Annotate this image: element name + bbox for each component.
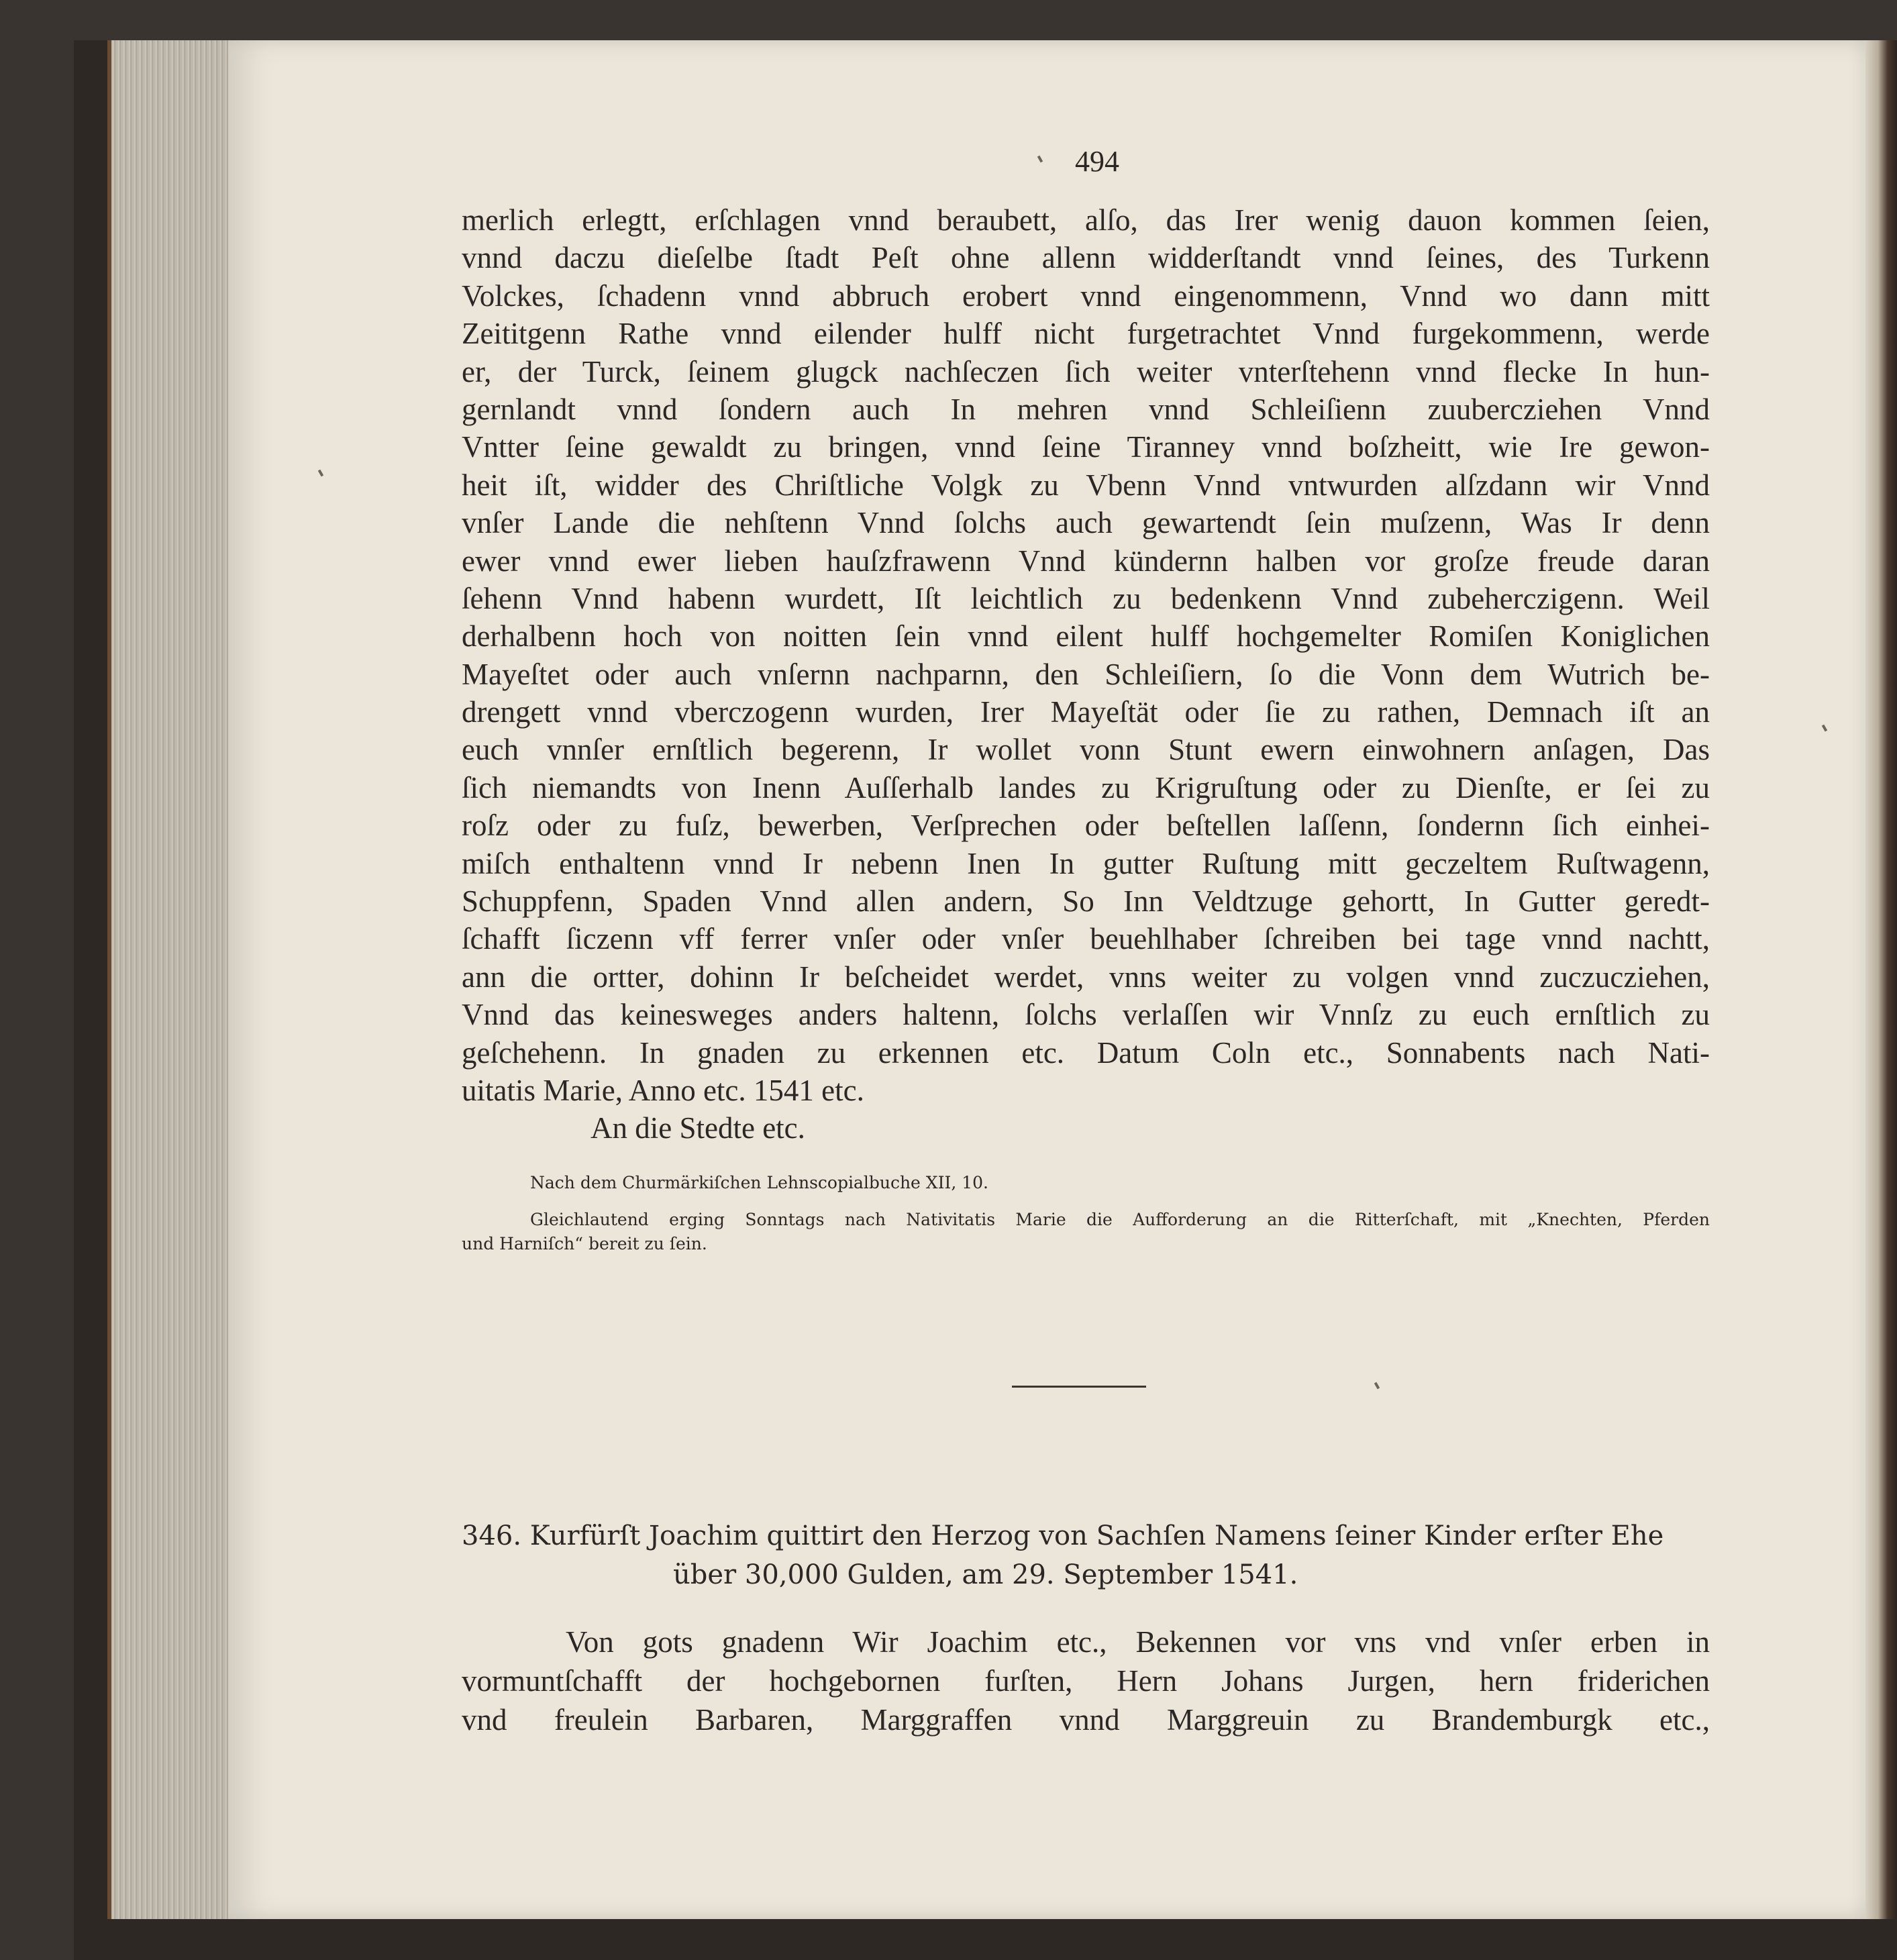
source-note: Nach dem Churmärkiſchen Lehnscopialbuche XII, 10.: [530, 1173, 988, 1192]
text-line: heit iſt, widder des Chriſtliche Volgk zu Vbenn Vnnd vntwurden alſzdann wir Vnnd: [462, 468, 1710, 502]
text-line: derhalbenn hoch von noitten ſein vnnd eilent hulff hochgemelter Romiſen Koniglichen: [462, 619, 1710, 654]
text-line: Mayeſtet oder auch vnſernn nachparnn, den Schleiſiern, ſo die Vonn dem Wutrich be-: [462, 657, 1710, 691]
text-line: Volckes, ſchadenn vnnd abbruch erobert vnnd eingenommenn, Vnnd wo dann mitt: [462, 278, 1710, 313]
text-line: geſchehenn. In gnaden zu erkennen etc. Datum Coln etc., Sonnabents nach Nati-: [462, 1035, 1710, 1070]
text-line: roſz oder zu fuſz, bewerben, Verſprechen oder beſtellen laſſenn, ſondernn ſich einhei-: [462, 809, 1710, 843]
text-line: vormuntſchafft der hochgebornen furſten, Hern Johans Jurgen, hern friderichen: [462, 1664, 1710, 1698]
text-line: uitatis Marie, Anno etc. 1541 etc.: [462, 1073, 864, 1107]
address-line: An die Stedte etc.: [591, 1111, 805, 1145]
text-line: drengett vnnd vberczogenn wurden, Irer Mayeſtät oder ſie zu rathen, Demnach iſt an: [462, 695, 1710, 729]
document-body: [462, 1622, 1710, 1739]
text-line: merlich erlegtt, erſchlagen vnnd beraubett, alſo, das Irer wenig dauon kommen ſeien,: [462, 203, 1710, 237]
text-line: ann die ortter, dohinn Ir beſcheidet werdet, vnns weiter zu volgen vnnd zuczucziehen,: [462, 960, 1710, 994]
text-line: Zeititgenn Rathe vnnd eilender hulff nicht furgetrachtet Vnnd furgekommenn, werde: [462, 317, 1710, 351]
text-line: Vnnd das keinesweges anders haltenn, ſolchs verlaſſen wir Vnnſz zu euch ernſtlich zu: [462, 998, 1710, 1032]
letter-text: [462, 201, 1710, 1147]
text-line: Vntter ſeine gewaldt zu bringen, vnnd ſeine Tiranney vnnd boſzheitt, wie Ire gewon-: [462, 430, 1710, 464]
text-line: euch vnnſer ernſtlich begerenn, Ir wollet vonn Stunt ewern einwohnern anſagen, Das: [462, 733, 1710, 767]
page-number: 494: [1075, 145, 1119, 178]
footnote-line: und Harniſch“ bereit zu ſein.: [462, 1234, 707, 1253]
text-line: Von gots gnadenn Wir Joachim etc., Bekennen vor vns vnd vnſer erben in: [566, 1625, 1710, 1659]
footnote: [462, 1208, 1710, 1256]
document-heading: [462, 1516, 1710, 1594]
text-line: ewer vnnd ewer lieben hauſzfrawenn Vnnd kündernn halben vor groſze freude daran: [462, 544, 1710, 578]
text-line: ſehenn Vnnd habenn wurdett, Iſt leichtlich zu bedenkenn Vnnd zubeherczigenn. Weil: [462, 581, 1710, 615]
text-line: Schuppfenn, Spaden Vnnd allen andern, So Inn Veldtzuge gehortt, In Gutter geredt-: [462, 884, 1710, 919]
text-line: vnſer Lande die nehſtenn Vnnd ſolchs auch gewartendt ſein muſzenn, Was Ir denn: [462, 506, 1710, 540]
text-line: gernlandt vnnd ſondern auch In mehren vnnd Schleiſienn zuuberczіehen Vnnd: [462, 392, 1710, 426]
heading-line: 346. Kurfürſt Joachim quittirt den Herzog von Sachſen Namens ſeiner Kinder erſter Ehe: [462, 1520, 1664, 1551]
heading-line: über 30,000 Gulden, am 29. September 1541.: [673, 1559, 1298, 1590]
book-spine-edge: [1865, 40, 1897, 1919]
book-page-edges: [107, 40, 239, 1919]
text-line: vnnd daczu dieſelbe ſtadt Peſt ohne allenn widderſtandt vnnd ſeines, des Turkenn: [462, 241, 1710, 275]
text-line: ſchafft ſiczenn vff ferrer vnſer oder vnſer beuehlhaber ſchreiben bei tage vnnd nachtt,: [462, 922, 1710, 956]
text-line: vnd freulein Barbaren, Marggraffen vnnd Marggreuin zu Brandemburgk etc.,: [462, 1703, 1710, 1737]
section-divider: [1012, 1386, 1146, 1388]
footnote-line: Gleichlautend erging Sonntags nach Nativitatis Marie die Aufforderung an die Ritterſchaft, mit „Knechten, Pferden: [530, 1210, 1710, 1229]
text-line: ſich niemandts von Inenn Auſſerhalb landes zu Krigruſtung oder zu Dienſte, er ſei zu: [462, 770, 1710, 805]
text-line: er, der Turck, ſeinem glugck nachſeczen ſich weiter vnterſtehenn vnnd flecke In hun-: [462, 354, 1710, 389]
text-line: miſch enthaltenn vnnd Ir nebenn Inen In gutter Ruſtung mitt geczeltem Ruſtwagenn,: [462, 846, 1710, 880]
